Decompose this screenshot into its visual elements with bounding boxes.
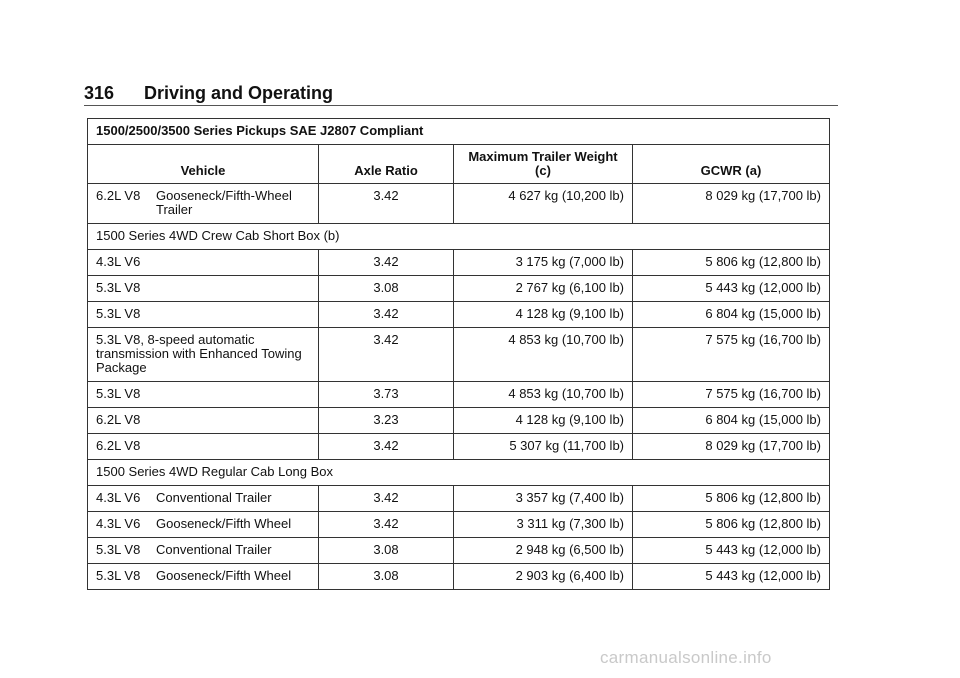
cell-gcwr: 7 575 kg (16,700 lb)	[633, 328, 830, 382]
cell-vehicle	[88, 434, 319, 460]
table-row	[88, 408, 830, 434]
cell-axle-ratio: 3.73	[319, 382, 454, 408]
cell-max-trailer-weight: 4 853 kg (10,700 lb)	[454, 382, 633, 408]
table-body	[88, 184, 830, 590]
table-row	[88, 328, 830, 382]
table-row	[88, 276, 830, 302]
section-title: Driving and Operating	[144, 83, 334, 103]
table-section-row	[88, 224, 830, 250]
table-header-row	[88, 145, 830, 184]
cell-gcwr: 6 804 kg (15,000 lb)	[633, 408, 830, 434]
cell-vehicle	[88, 302, 319, 328]
col-header-vehicle: Vehicle	[88, 145, 319, 184]
engine-label: 4.3L V6	[96, 254, 141, 269]
table-row	[88, 184, 830, 224]
cell-vehicle	[88, 486, 319, 512]
cell-axle-ratio: 3.42	[319, 486, 454, 512]
cell-gcwr: 5 806 kg (12,800 lb)	[633, 486, 830, 512]
cell-axle-ratio: 3.42	[319, 184, 454, 224]
engine-label: 6.2L V8	[96, 438, 141, 453]
cell-vehicle: 5.3L V8, 8-speed automatic transmission with Enhanced Towing Package	[88, 328, 319, 382]
trailer-type-label: Gooseneck/Fifth Wheel	[156, 516, 292, 531]
cell-vehicle	[88, 512, 319, 538]
cell-vehicle	[88, 408, 319, 434]
engine-label: 5.3L V8	[96, 568, 141, 583]
cell-max-trailer-weight: 2 903 kg (6,400 lb)	[454, 564, 633, 590]
cell-axle-ratio: 3.23	[319, 408, 454, 434]
page-number: 316	[84, 83, 115, 103]
cell-max-trailer-weight: 5 307 kg (11,700 lb)	[454, 434, 633, 460]
cell-axle-ratio: 3.42	[319, 302, 454, 328]
cell-max-trailer-weight: 4 627 kg (10,200 lb)	[454, 184, 633, 224]
cell-max-trailer-weight: 2 948 kg (6,500 lb)	[454, 538, 633, 564]
table-row	[88, 434, 830, 460]
table-row	[88, 302, 830, 328]
towing-spec-table	[87, 118, 830, 590]
cell-gcwr: 7 575 kg (16,700 lb)	[633, 382, 830, 408]
engine-label: 6.2L V8	[96, 188, 141, 203]
cell-axle-ratio: 3.42	[319, 328, 454, 382]
cell-vehicle	[88, 250, 319, 276]
section-label: 1500 Series 4WD Crew Cab Short Box (b)	[88, 224, 830, 250]
col-header-max-trailer-weight: Maximum Trailer Weight (c)	[454, 145, 633, 184]
engine-label: 5.3L V8	[96, 306, 141, 321]
engine-label: 5.3L V8	[96, 280, 141, 295]
page-header	[84, 82, 838, 106]
engine-label: 6.2L V8	[96, 412, 141, 427]
col-header-gcwr: GCWR (a)	[633, 145, 830, 184]
table-row	[88, 538, 830, 564]
cell-vehicle	[88, 184, 319, 224]
cell-axle-ratio: 3.42	[319, 250, 454, 276]
cell-gcwr: 5 443 kg (12,000 lb)	[633, 564, 830, 590]
watermark: carmanualsonline.info	[600, 648, 772, 667]
cell-gcwr: 8 029 kg (17,700 lb)	[633, 434, 830, 460]
cell-max-trailer-weight: 3 357 kg (7,400 lb)	[454, 486, 633, 512]
table-row	[88, 486, 830, 512]
cell-gcwr: 5 443 kg (12,000 lb)	[633, 276, 830, 302]
cell-max-trailer-weight: 4 853 kg (10,700 lb)	[454, 328, 633, 382]
engine-label: 4.3L V6	[96, 490, 141, 505]
table-row	[88, 512, 830, 538]
col-header-axle-ratio: Axle Ratio	[319, 145, 454, 184]
cell-max-trailer-weight: 4 128 kg (9,100 lb)	[454, 302, 633, 328]
engine-label: 5.3L V8	[96, 386, 141, 401]
trailer-type-label: Conventional Trailer	[156, 490, 272, 505]
cell-axle-ratio: 3.08	[319, 276, 454, 302]
cell-axle-ratio: 3.08	[319, 564, 454, 590]
trailer-type-label: Conventional Trailer	[156, 542, 272, 557]
cell-vehicle	[88, 382, 319, 408]
engine-label: 5.3L V8	[96, 542, 141, 557]
engine-label: 4.3L V6	[96, 516, 141, 531]
cell-gcwr: 5 806 kg (12,800 lb)	[633, 250, 830, 276]
cell-max-trailer-weight: 3 311 kg (7,300 lb)	[454, 512, 633, 538]
table-row	[88, 564, 830, 590]
cell-vehicle	[88, 276, 319, 302]
trailer-type-label: Gooseneck/Fifth-Wheel Trailer	[156, 188, 292, 217]
cell-axle-ratio: 3.42	[319, 512, 454, 538]
trailer-type-label: Gooseneck/Fifth Wheel	[156, 568, 292, 583]
cell-vehicle	[88, 564, 319, 590]
cell-gcwr: 5 443 kg (12,000 lb)	[633, 538, 830, 564]
cell-gcwr: 6 804 kg (15,000 lb)	[633, 302, 830, 328]
table-row	[88, 250, 830, 276]
cell-vehicle	[88, 538, 319, 564]
cell-axle-ratio: 3.08	[319, 538, 454, 564]
cell-axle-ratio: 3.42	[319, 434, 454, 460]
table-section-row	[88, 460, 830, 486]
table-row	[88, 382, 830, 408]
cell-gcwr: 5 806 kg (12,800 lb)	[633, 512, 830, 538]
cell-max-trailer-weight: 4 128 kg (9,100 lb)	[454, 408, 633, 434]
table-title: 1500/2500/3500 Series Pickups SAE J2807 Compliant	[88, 119, 830, 145]
cell-max-trailer-weight: 2 767 kg (6,100 lb)	[454, 276, 633, 302]
section-label: 1500 Series 4WD Regular Cab Long Box	[88, 460, 830, 486]
cell-gcwr: 8 029 kg (17,700 lb)	[633, 184, 830, 224]
cell-max-trailer-weight: 3 175 kg (7,000 lb)	[454, 250, 633, 276]
